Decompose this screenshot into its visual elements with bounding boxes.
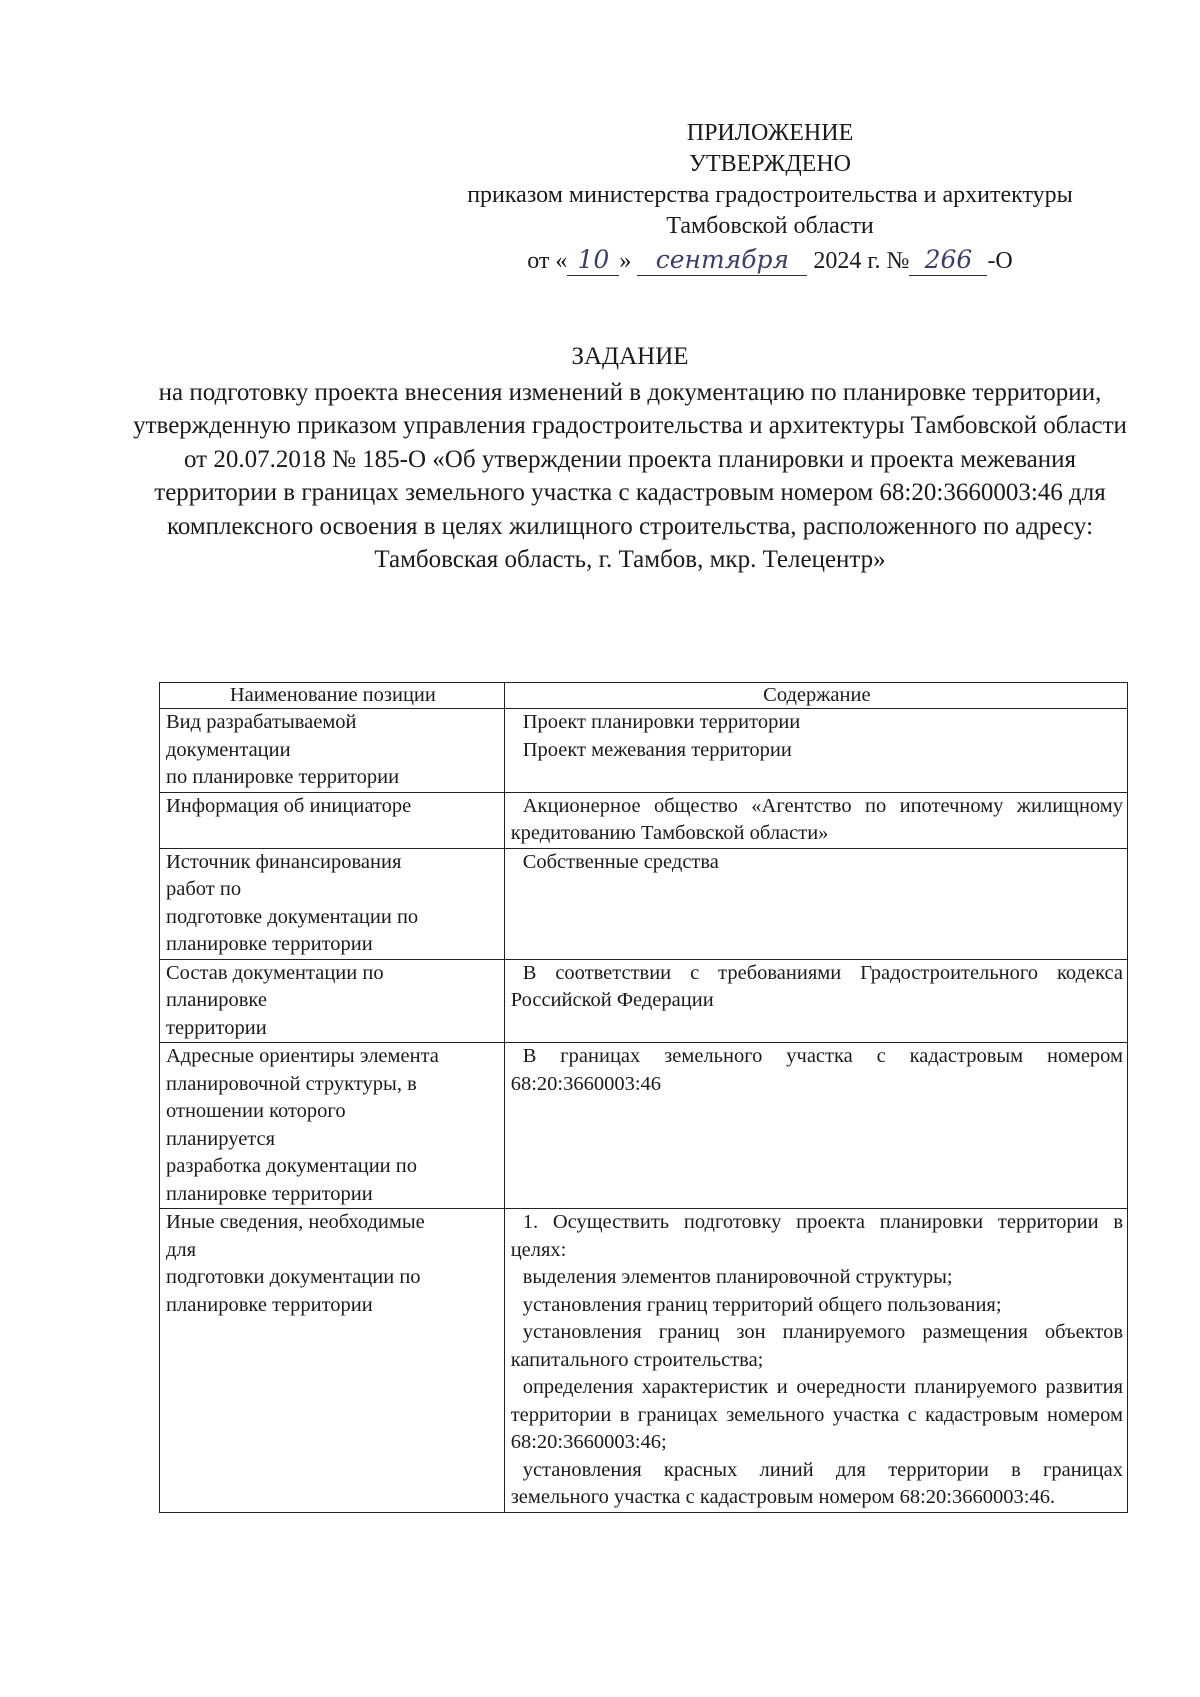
order-year: 2024 г. № <box>813 248 910 274</box>
table-row <box>160 709 1128 793</box>
content-paragraph: Собственные средства <box>522 850 719 873</box>
content-paragraph: В соответствии с требованиями Градостроительного кодекса Российской Федерации <box>510 961 1123 1011</box>
approved-label: УТВЕРЖДЕНО <box>688 151 852 177</box>
row-content <box>504 1209 1127 1513</box>
order-region: Тамбовской области <box>666 213 874 239</box>
table-row <box>160 959 1128 1043</box>
content-paragraph: установления границ зон планируемого размещения объектов капитального строительства; <box>510 1321 1123 1371</box>
table-row <box>160 848 1128 959</box>
row-content <box>504 709 1127 793</box>
handwritten-month: сентября <box>637 244 807 276</box>
row-content <box>504 848 1127 959</box>
content-paragraph: Проект межевания территории <box>522 738 792 761</box>
row-name: Вид разрабатываемой документации по планировке территории <box>160 709 505 793</box>
content-paragraph: 1. Осуществить подготовку проекта планировки территории в целях: <box>510 1211 1123 1261</box>
task-description: на подготовку проекта внесения изменений в документацию по планировке территории, утвержденную приказом управления градостроительства и архитектуры Тамбовской области от 20.07.2018 № 185-О «Об утверждении проекта планировки и проекта межевания территории в границах земельного участка с кадастровым номером 68:20:3660003:46 для комплексного освоения в целях жилищного строительства, расположенного по адресу: Тамбовская область, г. Тамбов, мкр. Телецентр» <box>133 378 1127 573</box>
row-content <box>504 959 1127 1043</box>
appendix-label: ПРИЛОЖЕНИЕ <box>686 120 854 146</box>
column-header-content: Содержание <box>504 683 1127 709</box>
column-header-name: Наименование позиции <box>160 683 505 709</box>
table-row <box>160 1043 1128 1209</box>
row-name: Источник финансирования работ по подготовке документации по планировке территории <box>160 848 505 959</box>
handwritten-day: 10 <box>567 244 619 276</box>
row-content <box>504 792 1127 848</box>
order-issuer: приказом министерства градостроительства и архитектуры <box>467 182 1073 208</box>
content-paragraph: определения характеристик и очередности планируемого развития территории в границах земельного участка с кадастровым номером 68:20:3660003:46; <box>510 1376 1123 1453</box>
row-content <box>504 1043 1127 1209</box>
content-paragraph: выделения элементов планировочной структуры; <box>522 1266 953 1288</box>
table-row <box>160 792 1128 848</box>
task-block <box>130 340 1130 577</box>
table-row <box>160 1209 1128 1513</box>
handwritten-order-number: 266 <box>909 244 987 276</box>
row-name: Иные сведения, необходимые для подготовки документации по планировке территории <box>160 1209 505 1513</box>
row-name: Адресные ориентиры элемента планировочной структуры, в отношении которого планируется разработка документации по планировке территории <box>160 1043 505 1209</box>
row-name: Информация об инициаторе <box>160 792 505 848</box>
order-quote-close: » <box>619 248 632 274</box>
content-paragraph: Акционерное общество «Агентство по ипотечному жилищному кредитованию Тамбовской области» <box>510 794 1123 844</box>
task-table <box>159 682 1128 1513</box>
content-paragraph: Проект планировки территории <box>522 711 801 733</box>
table-header-row <box>160 683 1128 709</box>
task-title: ЗАДАНИЕ <box>571 343 689 370</box>
row-name: Состав документации по планировке территории <box>160 959 505 1043</box>
order-date-line <box>390 244 1150 277</box>
approval-block <box>390 118 1150 277</box>
content-paragraph: установления границ территорий общего пользования; <box>522 1293 1002 1316</box>
order-suffix: -О <box>987 248 1013 274</box>
content-paragraph: В границах земельного участка с кадастровым номером 68:20:3660003:46 <box>510 1045 1123 1095</box>
content-paragraph: установления красных линий для территории в границах земельного участка с кадастровым номером 68:20:3660003:46. <box>510 1458 1123 1508</box>
order-prefix: от « <box>527 248 568 274</box>
